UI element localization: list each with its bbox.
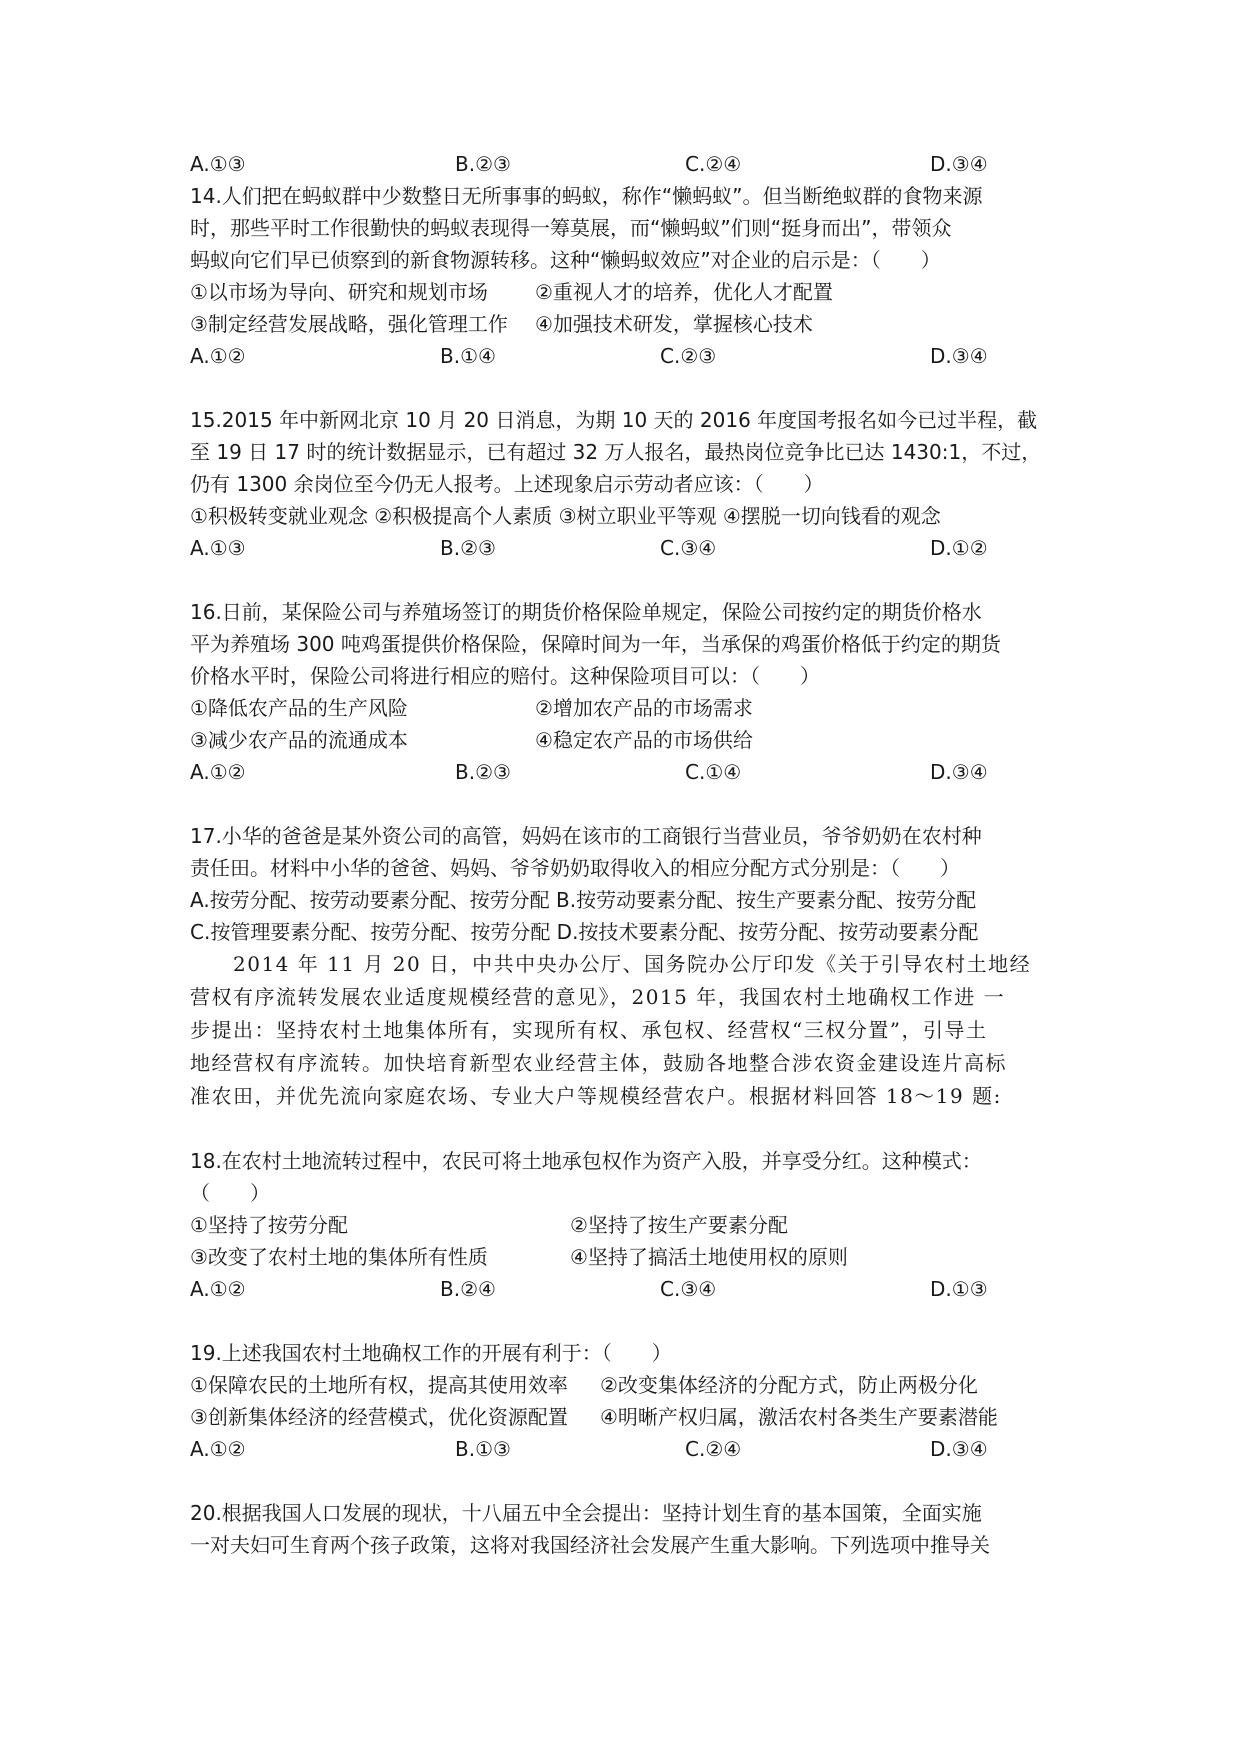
q15-options <box>190 532 1070 564</box>
q16-item-3: ③减少农产品的流通成本 <box>190 728 408 752</box>
q16-stem-line: 16.日前，某保险公司与养殖场签订的期货价格保险单规定，保险公司按约定的期货价格水 <box>190 600 982 624</box>
q18-stem-line: 18.在农村土地流转过程中，农民可将土地承包权作为资产入股，并享受分红。这种模式： <box>190 1149 982 1173</box>
q19-item-2: ②改变集体经济的分配方式，防止两极分化 <box>600 1373 978 1397</box>
q19-items-row <box>190 1369 1070 1401</box>
question-17 <box>190 820 1070 948</box>
q18-item-3: ③改变了农村土地的集体所有性质 <box>190 1245 488 1269</box>
q14-item-1: ①以市场为导向、研究和规划市场 <box>190 280 488 304</box>
q13-option-d: D.③④ <box>930 152 988 176</box>
q19-item-3: ③创新集体经济的经营模式，优化资源配置 <box>190 1405 568 1429</box>
question-16 <box>190 596 1070 788</box>
question-18 <box>190 1145 1070 1305</box>
q18-item-1: ①坚持了按劳分配 <box>190 1213 348 1237</box>
q15-option-b: B.②③ <box>440 536 496 560</box>
q13-option-c: C.②④ <box>685 152 742 176</box>
q15-option-a: A.①③ <box>190 536 246 560</box>
q14-option-d: D.③④ <box>930 344 988 368</box>
q18-stem-line: （ ） <box>190 1181 270 1205</box>
q15-option-d: D.①② <box>930 536 988 560</box>
q16-options <box>190 756 1070 788</box>
q18-items-row <box>190 1209 1070 1241</box>
q14-options <box>190 340 1070 372</box>
q18-item-2: ②坚持了按生产要素分配 <box>570 1213 788 1237</box>
q14-stem-line: 14.人们把在蚂蚁群中少数整日无所事事的蚂蚁，称作“懒蚂蚁”。但当断绝蚁群的食物来源 <box>190 184 983 208</box>
q14-option-a: A.①② <box>190 344 246 368</box>
q19-items-row <box>190 1401 1070 1433</box>
q16-items-row <box>190 692 1070 724</box>
q13-options <box>190 148 1070 180</box>
q15-stem-line: 至 19 日 17 时的统计数据显示，已有超过 32 万人报名，最热岗位竞争比已达 1430:1，不过， <box>190 440 1042 464</box>
q19-option-b: B.①③ <box>455 1437 511 1461</box>
question-20 <box>190 1497 1070 1561</box>
material-line: 准农田，并优先流向家庭农场、专业大户等规模经营农户。根据材料回答 18～19 题: <box>190 1084 1002 1108</box>
q20-stem-line: 一对夫妇可生育两个孩子政策，这将对我国经济社会发展产生重大影响。下列选项中推导关 <box>190 1533 990 1557</box>
q15-stem-line: 仍有 1300 余岗位至今仍无人报考。上述现象启示劳动者应该：（ ） <box>190 472 824 496</box>
q14-item-2: ②重视人才的培养，优化人才配置 <box>535 280 833 304</box>
q14-option-c: C.②③ <box>660 344 717 368</box>
material-line: 营权有序流转发展农业适度规模经营的意见》，2015 年，我国农村土地确权工作进 一 <box>190 985 1006 1009</box>
q17-options-ab: A.按劳分配、按劳动要素分配、按劳分配 B.按劳动要素分配、按生产要素分配、按劳分配 <box>190 888 977 912</box>
q16-item-1: ①降低农产品的生产风险 <box>190 696 408 720</box>
q15-items: ①积极转变就业观念 ②积极提高个人素质 ③树立职业平等观 ④摆脱一切向钱看的观念 <box>190 504 941 528</box>
q18-items-row <box>190 1241 1070 1273</box>
q19-stem-line: 19.上述我国农村土地确权工作的开展有利于：（ ） <box>190 1341 672 1365</box>
q18-option-a: A.①② <box>190 1277 246 1301</box>
q14-items-row <box>190 276 1070 308</box>
q19-option-d: D.③④ <box>930 1437 988 1461</box>
exam-page <box>190 148 1070 1561</box>
q17-stem-line: 责任田。材料中小华的爸爸、妈妈、爷爷奶奶取得收入的相应分配方式分别是：（ ） <box>190 856 960 880</box>
q19-options <box>190 1433 1070 1465</box>
q14-stem-line: 蚂蚁向它们早已侦察到的新食物源转移。这种“懒蚂蚁效应”对企业的启示是：（ ） <box>190 248 941 272</box>
question-19 <box>190 1337 1070 1465</box>
q16-items-row <box>190 724 1070 756</box>
q17-stem-line: 17.小华的爸爸是某外资公司的高管，妈妈在该市的工商银行当营业员，爷爷奶奶在农村种 <box>190 824 982 848</box>
q18-options <box>190 1273 1070 1305</box>
q19-option-a: A.①② <box>190 1437 246 1461</box>
material-line: 步提出：坚持农村土地集体所有，实现所有权、承包权、经营权“三权分置”，引导土 <box>190 1018 988 1042</box>
q14-item-3: ③制定经营发展战略，强化管理工作 <box>190 312 508 336</box>
q18-item-4: ④坚持了搞活土地使用权的原则 <box>570 1245 848 1269</box>
q16-stem-line: 平为养殖场 300 吨鸡蛋提供价格保险，保障时间为一年，当承保的鸡蛋价格低于约定的期货 <box>190 632 1001 656</box>
q19-item-1: ①保障农民的土地所有权，提高其使用效率 <box>190 1373 568 1397</box>
q16-stem-line: 价格水平时，保险公司将进行相应的赔付。这种保险项目可以：（ ） <box>190 664 820 688</box>
q14-stem-line: 时，那些平时工作很勤快的蚂蚁表现得一筹莫展，而“懒蚂蚁”们则“挺身而出”，带领众 <box>190 216 952 240</box>
q18-option-c: C.③④ <box>660 1277 717 1301</box>
q15-stem-line: 15.2015 年中新网北京 10 月 20 日消息，为期 10 天的 2016 年度国考报名如今已过半程，截 <box>190 408 1038 432</box>
q19-option-c: C.②④ <box>685 1437 742 1461</box>
q16-option-b: B.②③ <box>455 760 511 784</box>
q20-stem-line: 20.根据我国人口发展的现状，十八届五中全会提出：坚持计划生育的基本国策，全面实施 <box>190 1501 982 1525</box>
q18-option-b: B.②④ <box>440 1277 496 1301</box>
q17-options-cd: C.按管理要素分配、按劳分配、按劳分配 D.按技术要素分配、按劳分配、按劳动要素分配 <box>190 920 979 944</box>
question-15 <box>190 404 1070 564</box>
q16-option-d: D.③④ <box>930 760 988 784</box>
q14-items-row <box>190 308 1070 340</box>
q16-item-4: ④稳定农产品的市场供给 <box>535 728 753 752</box>
q16-option-a: A.①② <box>190 760 246 784</box>
q16-item-2: ②增加农产品的市场需求 <box>535 696 753 720</box>
q13-option-a: A.①③ <box>190 152 246 176</box>
q19-item-4: ④明晰产权归属，激活农村各类生产要素潜能 <box>600 1405 998 1429</box>
q13-option-b: B.②③ <box>455 152 511 176</box>
reading-material <box>190 948 1070 1113</box>
q15-option-c: C.③④ <box>660 536 717 560</box>
q18-option-d: D.①③ <box>930 1277 988 1301</box>
q16-option-c: C.①④ <box>685 760 742 784</box>
q14-item-4: ④加强技术研发，掌握核心技术 <box>535 312 813 336</box>
material-line: 地经营权有序流转。加快培育新型农业经营主体，鼓励各地整合涉农资金建设连片高标 <box>190 1051 1007 1075</box>
question-14 <box>190 180 1070 372</box>
q14-option-b: B.①④ <box>440 344 496 368</box>
material-line: 2014 年 11 月 20 日，中共中央办公厅、国务院办公厅印发《关于引导农村土地经 <box>190 952 1032 976</box>
